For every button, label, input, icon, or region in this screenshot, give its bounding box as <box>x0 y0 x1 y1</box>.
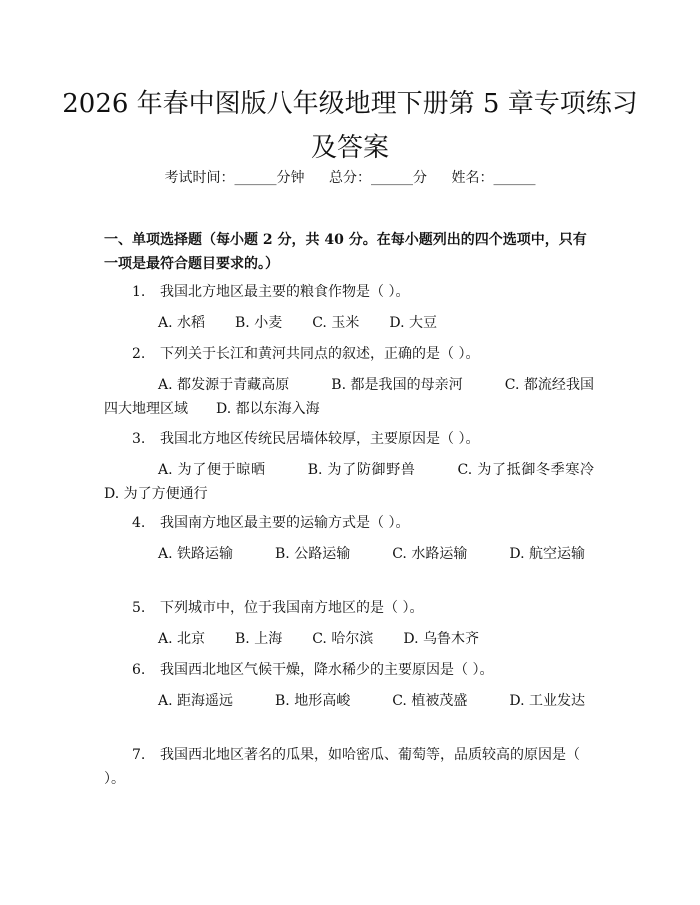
question-number: 1. <box>132 284 146 300</box>
question-7 <box>104 743 594 791</box>
option-b: B. 地形高峻 <box>275 693 351 709</box>
option-a: A. 距海遥远 <box>158 693 234 709</box>
option-b: B. 为了防御野兽 <box>307 462 416 478</box>
option-d: D. 为了方便通行 <box>104 486 208 502</box>
option-c: C. 都流经我国四大地理区域 <box>104 377 594 417</box>
option-d: D. 航空运输 <box>509 546 585 562</box>
option-c: C. 玉米 <box>312 315 360 331</box>
question-number: 3. <box>132 431 146 447</box>
question-stem: 我国西北地区著名的瓜果，如哈密瓜、葡萄等，品质较高的原因是（ ）。 <box>104 747 580 787</box>
option-b: B. 上海 <box>235 631 283 647</box>
question-6 <box>104 658 594 682</box>
question-1 <box>104 280 594 304</box>
option-a: A. 为了便于晾晒 <box>158 462 266 478</box>
question-5-options <box>104 627 594 651</box>
question-stem: 下列城市中，位于我国南方地区的是（ ）。 <box>160 600 424 616</box>
question-stem: 下列关于长江和黄河共同点的叙述，正确的是（ ）。 <box>160 346 480 362</box>
question-3 <box>104 427 594 451</box>
question-2 <box>104 342 594 366</box>
question-stem: 我国北方地区最主要的粮食作物是（ ）。 <box>160 284 410 300</box>
question-1-options <box>104 311 594 335</box>
exam-info <box>0 168 700 188</box>
question-number: 4. <box>132 515 146 531</box>
question-2-options <box>104 373 594 421</box>
option-b: B. 都是我国的母亲河 <box>331 377 463 393</box>
question-4-options <box>104 542 594 566</box>
question-number: 6. <box>132 662 146 678</box>
student-name: 姓名：______ <box>451 170 536 186</box>
option-c: C. 哈尔滨 <box>312 631 374 647</box>
option-d: D. 乌鲁木齐 <box>403 631 479 647</box>
option-a: A. 北京 <box>158 631 206 647</box>
option-c: C. 植被茂盛 <box>392 693 468 709</box>
exam-score: 总分：______分 <box>329 170 427 186</box>
question-number: 7. <box>132 747 146 763</box>
question-number: 2. <box>132 346 146 362</box>
option-d: D. 大豆 <box>389 315 437 331</box>
question-4 <box>104 511 594 535</box>
question-3-options <box>104 458 594 506</box>
option-b: B. 小麦 <box>235 315 283 331</box>
question-stem: 我国北方地区传统民居墙体较厚，主要原因是（ ）。 <box>160 431 480 447</box>
question-stem: 我国西北地区气候干燥，降水稀少的主要原因是（ ）。 <box>160 662 494 678</box>
option-c: C. 水路运输 <box>392 546 468 562</box>
option-d: D. 工业发达 <box>509 693 585 709</box>
question-number: 5. <box>132 600 146 616</box>
option-a: A. 都发源于青藏高原 <box>158 377 290 393</box>
question-5 <box>104 596 594 620</box>
option-a: A. 水稻 <box>158 315 206 331</box>
option-a: A. 铁路运输 <box>158 546 234 562</box>
option-c: C. 为了抵御冬季寒冷 <box>457 462 594 478</box>
section-heading: 一、单项选择题（每小题 2 分，共 40 分。在每小题列出的四个选项中，只有一项是最符合题目要求的。） <box>104 232 587 272</box>
page-title: 2026 年春中图版八年级地理下册第 5 章专项练习及答案 <box>62 89 638 163</box>
question-stem: 我国南方地区最主要的运输方式是（ ）。 <box>160 515 410 531</box>
exam-time: 考试时间：______分钟 <box>164 170 305 186</box>
option-d: D. 都以东海入海 <box>216 401 320 417</box>
option-b: B. 公路运输 <box>275 546 351 562</box>
question-6-options <box>104 689 594 713</box>
